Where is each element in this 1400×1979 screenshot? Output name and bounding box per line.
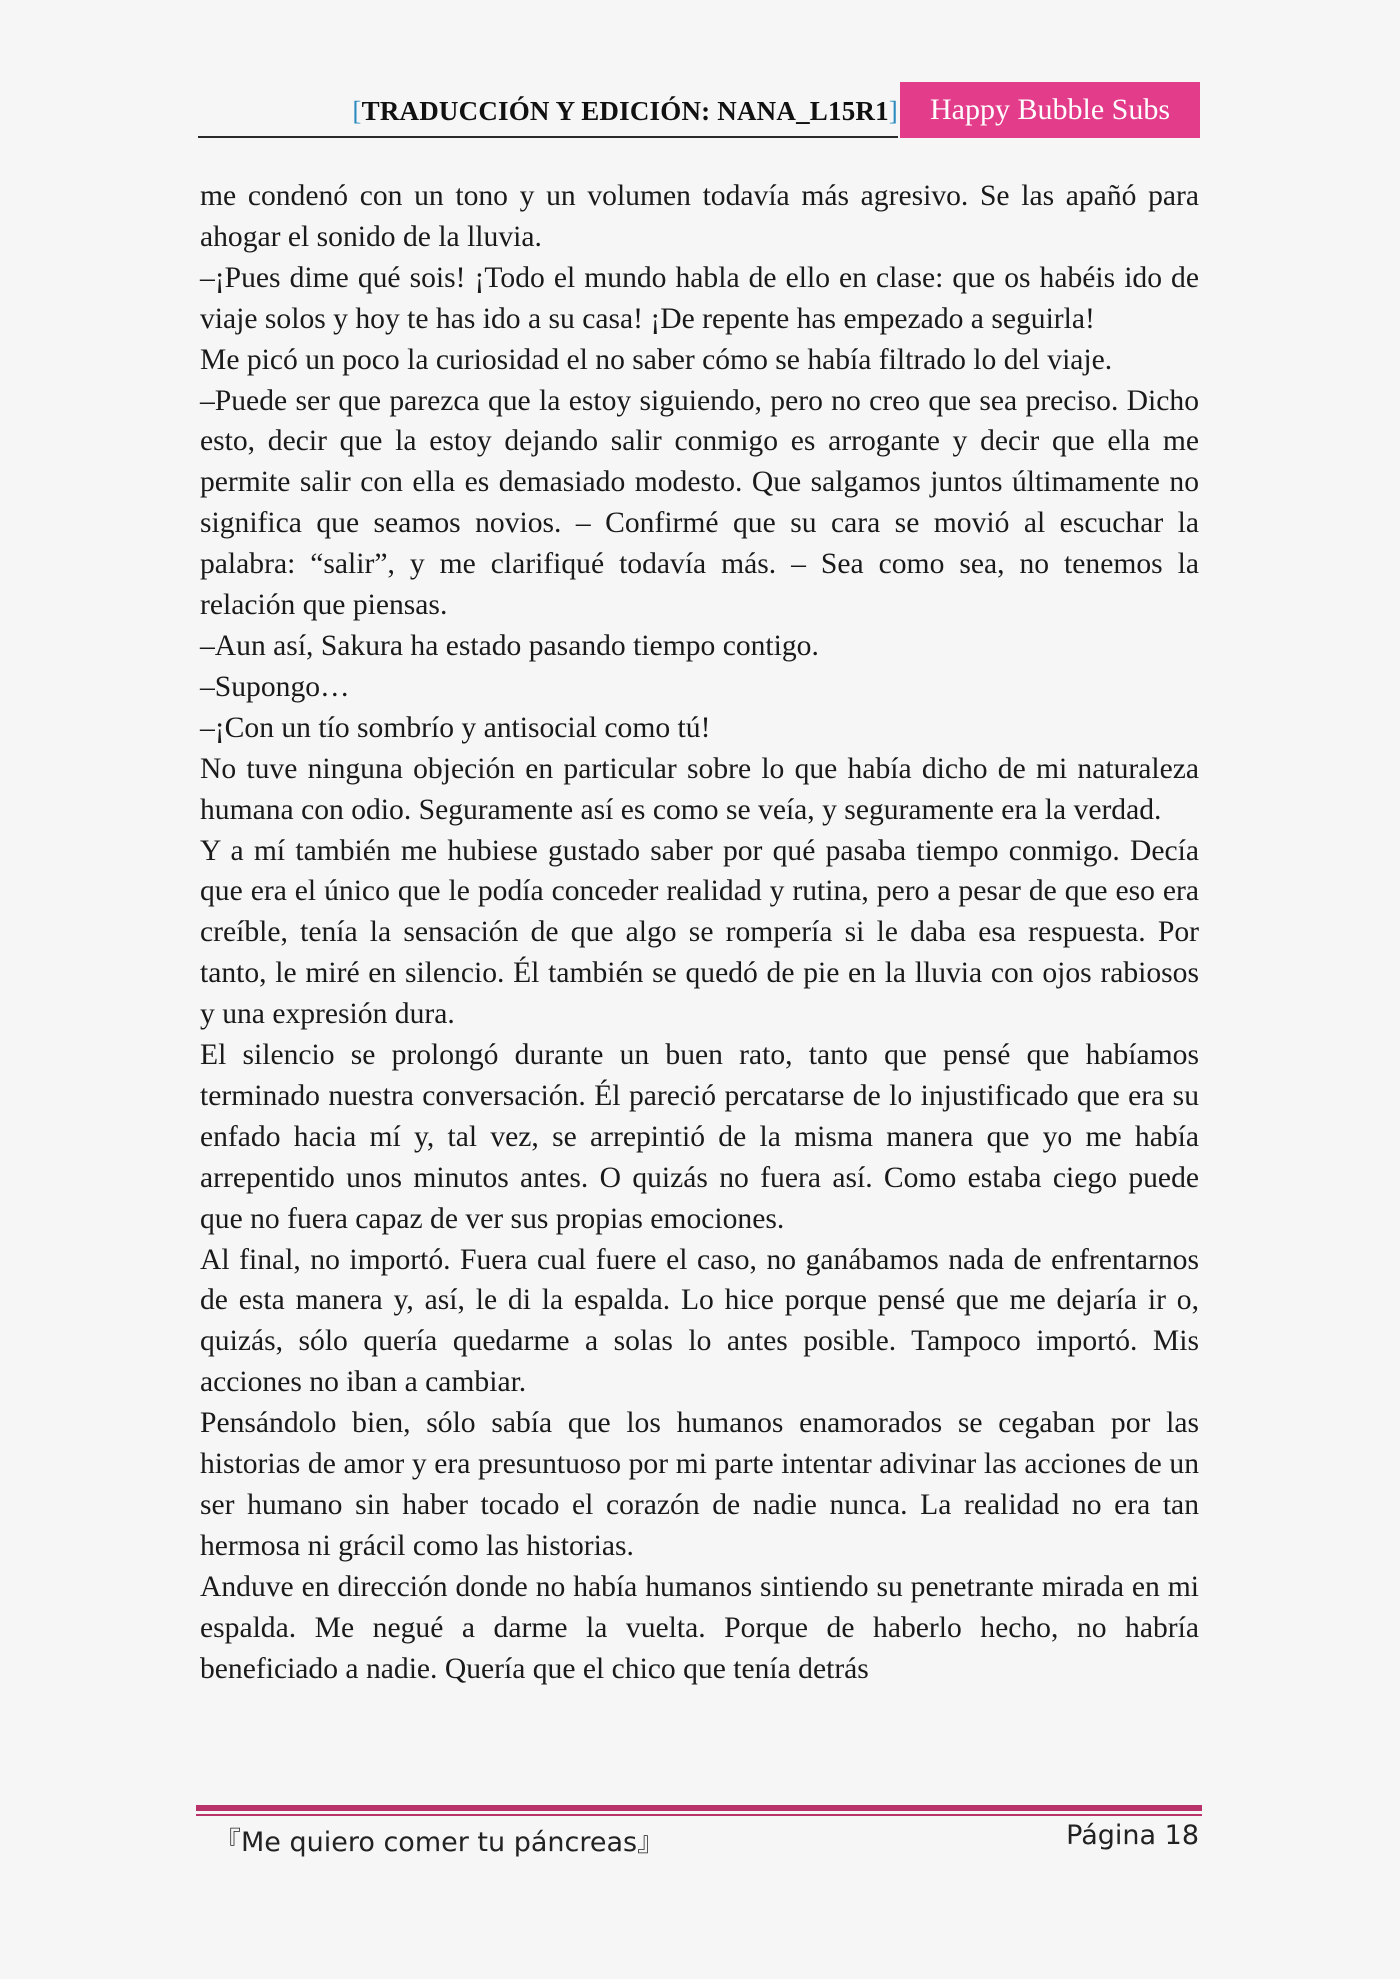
footer-divider-thick xyxy=(196,1805,1202,1811)
page-header xyxy=(198,82,1200,138)
paragraph: –Aun así, Sakura ha estado pasando tiempo contigo. xyxy=(200,629,819,662)
paragraph: Al final, no importó. Fuera cual fuere el caso, no ganábamos nada de enfrentarnos de esta manera y, así, le di la espalda. Lo hice porque pensé que me dejaría ir o, quizás, sólo quería quedarme a solas lo antes posible. Tampoco importó. Mis acciones no iban a cambiar. xyxy=(200,1243,1199,1399)
paragraph: –¡Pues dime qué sois! ¡Todo el mundo habla de ello en clase: que os habéis ido de viaje solos y hoy te has ido a su casa! ¡De repente has empezado a seguirla! xyxy=(200,261,1199,335)
footer-divider-thin xyxy=(196,1814,1202,1816)
paragraph: Y a mí también me hubiese gustado saber por qué pasaba tiempo conmigo. Decía que era el único que le podía conceder realidad y rutina, pero a pesar de que eso era creíble, tenía la sensación de que algo se rompería si le daba esa respuesta. Por tanto, le miré en silencio. Él también se quedó de pie en la lluvia con ojos rabiosos y una expresión dura. xyxy=(200,834,1199,1031)
credit-text: TRADUCCIÓN Y EDICIÓN: NANA_L15R1 xyxy=(361,96,889,126)
footer-page-number: Página 18 xyxy=(1066,1820,1199,1851)
credit-bracket-close: ] xyxy=(888,96,898,126)
paragraph: No tuve ninguna objeción en particular sobre lo que había dicho de mi naturaleza humana con odio. Seguramente así es como se veía, y seguramente era la verdad. xyxy=(200,752,1199,826)
paragraph: –Supongo… xyxy=(200,670,350,703)
group-badge: Happy Bubble Subs xyxy=(900,82,1200,138)
header-divider xyxy=(198,136,898,138)
paragraph: –Puede ser que parezca que la estoy siguiendo, pero no creo que sea preciso. Dicho esto, decir que la estoy dejando salir conmigo es arrogante y decir que ella me permite salir con ella es demasiado modesto. Que salgamos juntos últimamente no significa que seamos novios. – Confirmé que su cara se movió al escuchar la palabra: “salir”, y me clarifiqué todavía más. – Sea como sea, no tenemos la relación que piensas. xyxy=(200,384,1199,622)
translation-credit xyxy=(352,96,898,127)
body-text xyxy=(200,176,1199,1690)
footer-book-title: 『Me quiero comer tu páncreas』 xyxy=(214,1827,665,1858)
credit-bracket-open: [ xyxy=(352,96,362,126)
paragraph: Pensándolo bien, sólo sabía que los humanos enamorados se cegaban por las historias de amor y era presuntuoso por mi parte intentar adivinar las acciones de un ser humano sin haber tocado el corazón de nadie nunca. La realidad no era tan hermosa ni grácil como las historias. xyxy=(200,1407,1199,1562)
paragraph: –¡Con un tío sombrío y antisocial como tú! xyxy=(200,711,711,744)
paragraph: me condenó con un tono y un volumen todavía más agresivo. Se las apañó para ahogar el sonido de la lluvia. xyxy=(200,180,1199,253)
paragraph: Anduve en dirección donde no había humanos sintiendo su penetrante mirada en mi espalda. Me negué a darme la vuelta. Porque de haberlo hecho, no habría beneficiado a nadie. Quería que el chico que tenía detrás xyxy=(200,1570,1199,1685)
paragraph: Me picó un poco la curiosidad el no saber cómo se había filtrado lo del viaje. xyxy=(200,343,1113,376)
paragraph: El silencio se prolongó durante un buen rato, tanto que pensé que habíamos terminado nuestra conversación. Él pareció percatarse de lo injustificado que era su enfado hacia mí y, tal vez, se arrepintió de la misma manera que yo me había arrepentido unos minutos antes. O quizás no fuera así. Como estaba ciego puede que no fuera capaz de ver sus propias emociones. xyxy=(200,1039,1199,1235)
